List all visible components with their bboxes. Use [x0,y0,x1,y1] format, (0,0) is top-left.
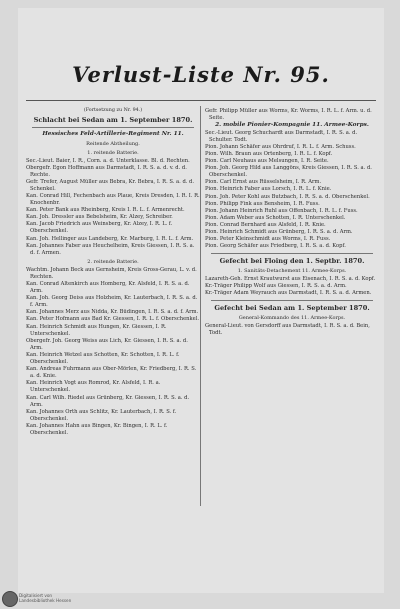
casualty-entry: Kan. Andreas Fuhrmann aus Ober-Mörlen, Kr. Friedberg, I. R. S. a. d. Knie. [26,366,197,380]
casualty-entry: Sec.-Lieut. Georg Schuchardt aus Darmstadt, I. R. S. a. d. Schulter. Todt. [205,129,358,143]
casualty-entry: Kan. Heinrich Vogt aus Romrod, Kr. Alsfeld, I. R. a. Unterschenkel. [26,380,161,394]
casualty-entry: Pion. Carl Ernst aus Rüsselsheim, I. R. Arm. [205,179,322,186]
casualty-entry: Kan. Peter Hofmann aus Bad Kr. Giessen, I. R. L. f. Oberschenkel. [26,316,200,323]
casualty-entry: Kan. Conrad Hill, Fechenbach aus Plaue, Kreis Dresden, I. R. I. R. Knochenbr. [26,192,200,207]
casualty-list-5 [205,276,379,297]
casualty-entry: Pion. Heinrich Faber aus Lorsch, I. R. L. f. Knie. [205,186,332,193]
casualty-entry: Obergefr. Egon Hoffmann aus Darmstadt, I. R. S. a. d. v. d. d. Rechte. [26,164,187,178]
casualty-entry: Obergefr. Joh. Georg Weiss aus Lich, Kr. Giessen, I. R. S. a. d. Arm. [26,337,188,351]
casualty-entry: Wachtm. Johann Beck aus Gernsheim, Kreis Gross-Gerau, L. v. d. Rechten. [26,266,197,280]
casualty-entry: Kan. Joh. Georg Deiss aus Holzheim, Kr. Lauterbach, I. R. S. a. d. f. Arm. [26,295,198,309]
casualty-list-2 [26,267,200,437]
battle-heading-3: Gefecht bei Sedan am 1. September 1870. [214,304,370,313]
casualty-entry: Pion. Conrad Bernhard aus Alsfeld, I. R. Knie. [205,221,326,228]
casualty-entry: Pion. Heinrich Schmidt aus Grünberg, I. R. S. a. d. Arm. [205,229,353,235]
title-rule [26,100,376,101]
casualty-entry: Pion. Philipp Fink aus Bensheim, I. R. Fuss. [205,200,320,207]
casualty-entry: Kr.-Träger Adam Weyrauch aus Darmstadt, I. R. S. a. d. Armen. [205,289,372,296]
casualty-entry: Kan. Johannes Orth aus Schlitz, Kr. Lauterbach, I. R. S. f. Oberschenkel. [26,408,177,422]
document-page [18,8,384,593]
unit-heading: Reitende Abtheilung. [86,140,140,147]
unit-heading-2: 1. Sanitäts-Detachement 11. Armee-Korps. [237,267,347,274]
unit-heading-3: General-Kommando des 11. Armee-Korps. [238,314,346,321]
casualty-entry: Kan. Peter Bank aus Rheinberg, Kreis I. R. L. f. Armenrecht. [26,207,185,214]
separator [32,127,194,128]
casualty-entry: Pion. Peter Kleinschmidt aus Worms, I. R. Fuss. [205,236,331,243]
casualty-entry: Kan. Carl Wilh. Riedel aus Grünberg, Kr. Giessen, I. R. S. a. d. Arm. [26,394,190,408]
left-column [26,108,200,437]
casualty-entry: Kan. Heinrich Wetzel aus Schotten, Kr. Schotten, I. R. L. f. Oberschenkel. [26,351,180,366]
page-title: Verlust-Liste Nr. 95. [72,62,330,87]
casualty-entry: Kan. Jacob Friedrich aus Weinsberg, Kr. Alzey, I. R. L. f. Oberschenkel. [26,221,173,235]
corps-heading: 2. mobile Pionier-Kompagnie 11. Armee-Korps. [215,122,369,129]
battle-heading-2: Gefecht bei Floing den 1. Septbr. 1870. [219,257,365,266]
regiment-heading: Hessisches Feld-Artillerie-Regiment Nr. 11. [42,131,184,137]
battery-heading-2: 2. reitende Batterie. [87,258,139,265]
casualty-entry: Pion. Adam Weber aus Schotten, I. R. Unterschenkel. [205,214,346,221]
casualty-list-1 [26,158,200,257]
casualty-entry: Kan. Johannes Merz aus Nidda, Kr. Büdingen, I. R. S. a. d. f. Arm. [26,309,199,316]
casualty-entry: Kan. Heinrich Schmidt aus Hungen, Kr. Giessen, I. R. Unterschenkel. [26,323,167,337]
casualty-entry: Kr.-Träger Philipp Wolf aus Giessen, I. R. S. a. d. Arm. [205,282,347,289]
casualty-entry: Sec.-Lieut. Baier, I. R., Corn. a. d. Unterklasse. Bl. d. Rechten. [26,157,190,164]
casualty-entry: Lazareth-Geh. Ernst Krautwurst aus Eisenach, I. R. S. a. d. Kopf. [205,275,376,282]
casualty-entry: Pion. Joh. Georg Hild aus Langgöns, Kreis Giessen, I. R. S. a. d. Oberschenkel. [205,165,372,179]
separator [211,253,373,254]
battery-heading: 1. reitende Batterie. [87,149,139,156]
casualty-list-4 [205,130,379,251]
casualty-entry: Kan. Johannes Faber aus Heuchelheim, Kreis Giessen, I. R. S. a. d. f. Armen. [26,242,195,256]
casualty-entry: Pion. Joh. Peter Kohl aus Butzbach, I. R. S. a. d. Oberschenkel. [205,193,370,200]
casualty-entry: Pion. Johann Heinrich Ruhl aus Offenbach, I. R. L. f. Fuss. [205,207,358,214]
casualty-entry: Pion. Johann Schäfer aus Ohrdruf, I. R. L. f. Arm. Schuss. [205,143,356,150]
casualty-entry: Gefr. Philipp Müller aus Worms, Kr. Worms, I. R. L. f. Arm. u. d. Seite. [205,108,372,122]
casualty-entry: Kan. Joh. Dressler aus Bebelsheim, Kr. Alzey, Schreiber. [26,214,173,221]
casualty-entry: Pion. Carl Neuhaus aus Melsungen, I. R. Seite. [205,158,329,165]
footer-line-2: Landesbibliothek Hessen [19,598,72,603]
separator [211,300,373,301]
casualty-entry: Gefr. Trefer, August Müller aus Bebra, Kr. Bebra, I. R. S. a. d. d. Schenkel. [26,178,195,192]
casualty-entry: General-Lieut. von Gersdorff aus Darmstadt, I. R. S. a. d. Bein, Todt. [205,322,370,336]
casualty-entry: Kan. Joh. Hellinger aus Landeberg, Kr. Marburg, I. R. L. f. Arm. [26,235,194,242]
casualty-entry: Kan. Johannes Hahn aus Bingen, Kr. Bingen, I. R. L. f. Oberschenkel. [26,422,168,436]
library-logo-icon [2,591,18,607]
battle-heading: Schlacht bei Sedan am 1. September 1870. [33,115,193,124]
casualty-entry: Kan. Conrad Altenkirch aus Homberg, Kr. Alsfeld, I. R. S. a. d. Arm. [26,281,190,295]
casualty-entry: Pion. Georg Schäfer aus Friedberg, I. R. S. a. d. Kopf. [205,243,346,250]
right-column [205,108,379,337]
continuation-note: (Fortsetzung zu Nr. 94.) [83,108,143,113]
footer-line-1: Digitalisiert von [19,593,53,598]
casualty-entry: Pion. Wilh. Braun aus Ortenberg, I. R. L. f. Kopf. [205,150,333,157]
casualty-list-6 [205,323,379,337]
casualty-list-3 [205,108,379,122]
column-divider [200,106,201,506]
